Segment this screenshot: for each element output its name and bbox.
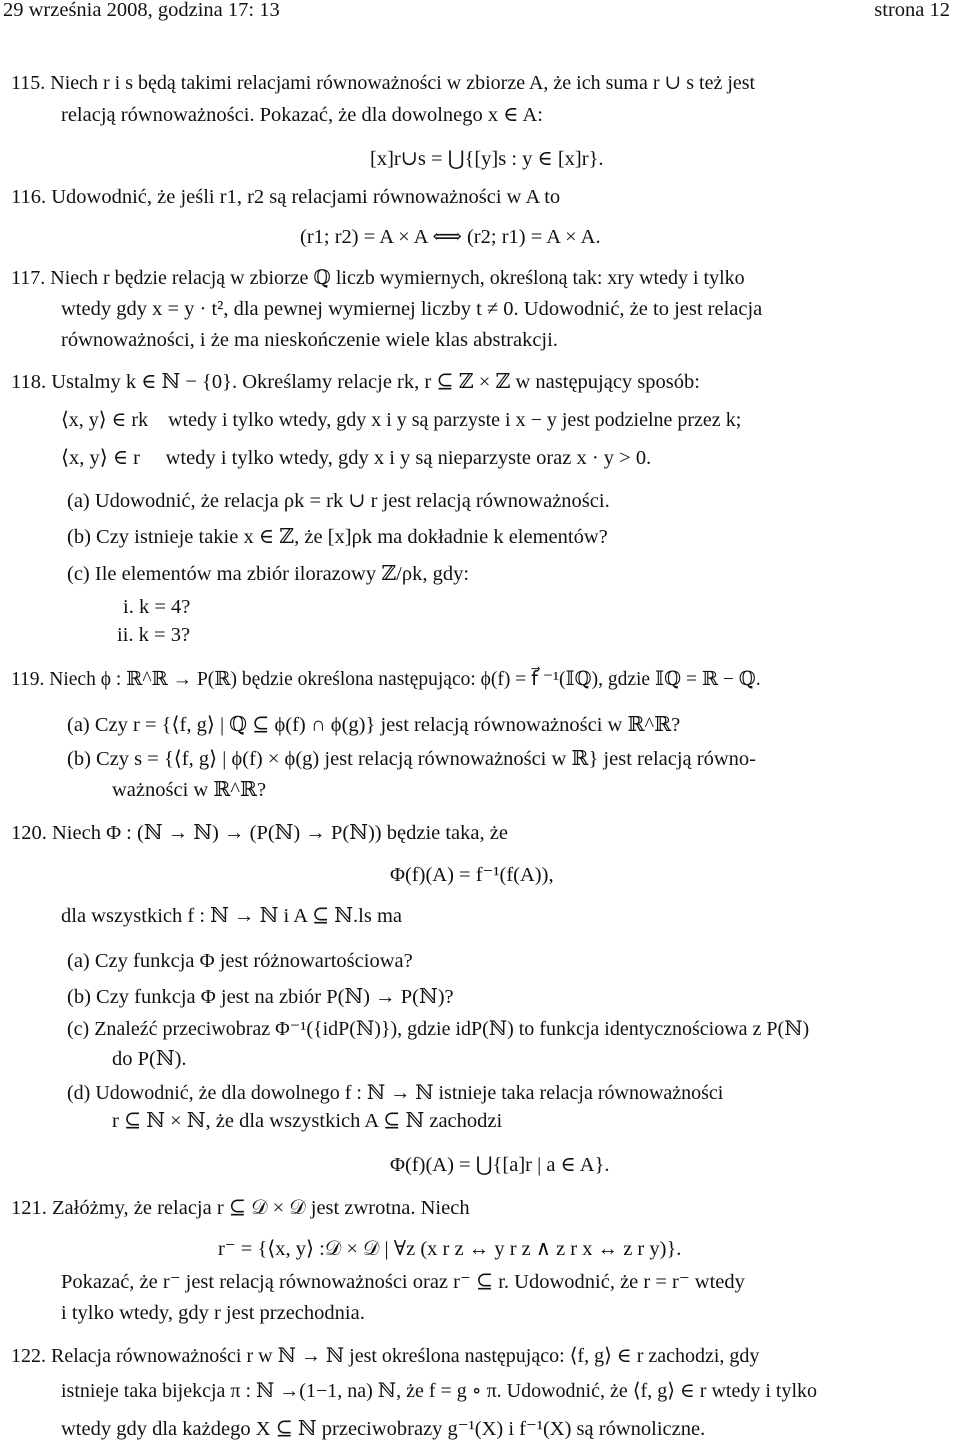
problem-116-formula: (r1; r2) = A × A ⟺ (r2; r1) = A × A. xyxy=(300,226,601,248)
problem-122-line-3: wtedy gdy dla każdego X ⊆ ℕ przeciwobrazy g⁻¹(X) i f⁻¹(X) są równoliczne. xyxy=(61,1418,706,1440)
problem-118-b: (b) Czy istnieje takie x ∈ ℤ, że [x]ρk ma dokładnie k elementów? xyxy=(67,526,608,548)
problem-117-line-1: 117. Niech r będzie relacją w zbiorze ℚ liczb wymiernych, określoną tak: xry wtedy i tylko xyxy=(11,267,745,289)
problem-121-line-1: 121. Załóżmy, że relacja r ⊆ 𝒟 × 𝒟 jest zwrotna. Niech xyxy=(11,1197,470,1219)
problem-118-c-i: i. k = 4? xyxy=(123,596,191,618)
problem-121-line-3: i tylko wtedy, gdy r jest przechodnia. xyxy=(61,1302,365,1324)
problem-119-line-1: 119. Niech ϕ : ℝ^ℝ → P(ℝ) będzie określona następująco: ϕ(f) = f⃗ ⁻¹(𝕀ℚ), gdzie 𝕀ℚ = ℝ − ℚ. xyxy=(11,669,761,690)
problem-122-line-2: istnieje taka bijekcja π : ℕ →(1−1, na) ℕ, że f = g ∘ π. Udowodnić, że ⟨f, g⟩ ∈ r wtedy i tylko xyxy=(61,1380,818,1402)
problem-120-c-line-1: (c) Znaleźć przeciwobraz Φ⁻¹({idP(ℕ)}), gdzie idP(ℕ) to funkcja identycznościowa z P(ℕ) xyxy=(67,1018,810,1040)
problem-119-a: (a) Czy r = {⟨f, g⟩ | ℚ ⊆ ϕ(f) ∩ ϕ(g)} jest relacją równoważności w ℝ^ℝ? xyxy=(67,714,681,736)
problem-115-line-2: relacją równoważności. Pokazać, że dla dowolnego x ∈ A: xyxy=(61,104,543,126)
problem-117-line-2: wtedy gdy x = y · t², dla pewnej wymiernej liczby t ≠ 0. Udowodnić, że to jest relacja xyxy=(61,298,763,320)
problem-121-formula: r⁻ = {⟨x, y⟩ :𝒟 × 𝒟 | ∀z (x r z ↔ y r z ∧ z r x ↔ z r y)}. xyxy=(218,1238,682,1260)
problem-117-line-3: równoważności, i że ma nieskończenie wiele klas abstrakcji. xyxy=(61,329,558,351)
problem-119-b-line-2: ważności w ℝ^ℝ? xyxy=(112,779,267,801)
page-header xyxy=(0,0,960,24)
problem-120-d-formula: Φ(f)(A) = ⋃{[a]r | a ∈ A}. xyxy=(390,1154,610,1176)
problem-118-c: (c) Ile elementów ma zbiór ilorazowy ℤ/ρk, gdy: xyxy=(67,563,470,585)
problem-120-c-line-2: do P(ℕ). xyxy=(112,1048,187,1070)
problem-116-line-1: 116. Udowodnić, że jeśli r1, r2 są relacjami równoważności w A to xyxy=(11,186,561,208)
problem-120-d-line-1: (d) Udowodnić, że dla dowolnego f : ℕ → ℕ istnieje taka relacja równoważności xyxy=(67,1082,724,1104)
problem-120-d-line-2: r ⊆ ℕ × ℕ, że dla wszystkich A ⊆ ℕ zachodzi xyxy=(112,1110,503,1132)
problem-120-line-2: dla wszystkich f : ℕ → ℕ i A ⊆ ℕ.ls ma xyxy=(61,905,403,927)
problem-119-b-line-1: (b) Czy s = {⟨f, g⟩ | ϕ(f) × ϕ(g) jest relacją równoważności w ℝ} jest relacją równo- xyxy=(67,748,756,770)
header-page-number: strona 12 xyxy=(874,0,950,21)
problem-122-line-1: 122. Relacja równoważności r w ℕ → ℕ jest określona następująco: ⟨f, g⟩ ∈ r zachodzi, gdy xyxy=(11,1345,760,1367)
problem-120-a: (a) Czy funkcja Φ jest różnowartościowa? xyxy=(67,950,413,972)
problem-120-formula: Φ(f)(A) = f⁻¹(f(A)), xyxy=(390,864,554,886)
problem-115-formula: [x]r∪s = ⋃{[y]s : y ∈ [x]r}. xyxy=(370,148,604,170)
problem-121-line-2: Pokazać, że r⁻ jest relacją równoważności oraz r⁻ ⊆ r. Udowodnić, że r = r⁻ wtedy xyxy=(61,1271,745,1293)
problem-120-line-1: 120. Niech Φ : (ℕ → ℕ) → (P(ℕ) → P(ℕ)) będzie taka, że xyxy=(11,822,508,844)
problem-118-a: (a) Udowodnić, że relacja ρk = rk ∪ r jest relacją równoważności. xyxy=(67,490,610,512)
problem-118-def-rk: ⟨x, y⟩ ∈ rk wtedy i tylko wtedy, gdy x i y są parzyste i x − y jest podzielne przez k; xyxy=(61,409,742,431)
problem-118-def-r: ⟨x, y⟩ ∈ r wtedy i tylko wtedy, gdy x i y są nieparzyste oraz x · y > 0. xyxy=(61,447,652,469)
problem-118-line-1: 118. Ustalmy k ∈ ℕ − {0}. Określamy relacje rk, r ⊆ ℤ × ℤ w następujący sposób: xyxy=(11,371,700,393)
problem-118-c-ii: ii. k = 3? xyxy=(117,624,191,646)
problem-115-line-1: 115. Niech r i s będą takimi relacjami równoważności w zbiorze A, że ich suma r ∪ s też jest xyxy=(11,72,756,94)
header-date: 29 września 2008, godzina 17: 13 xyxy=(3,0,280,21)
problem-120-b: (b) Czy funkcja Φ jest na zbiór P(ℕ) → P(ℕ)? xyxy=(67,986,454,1008)
